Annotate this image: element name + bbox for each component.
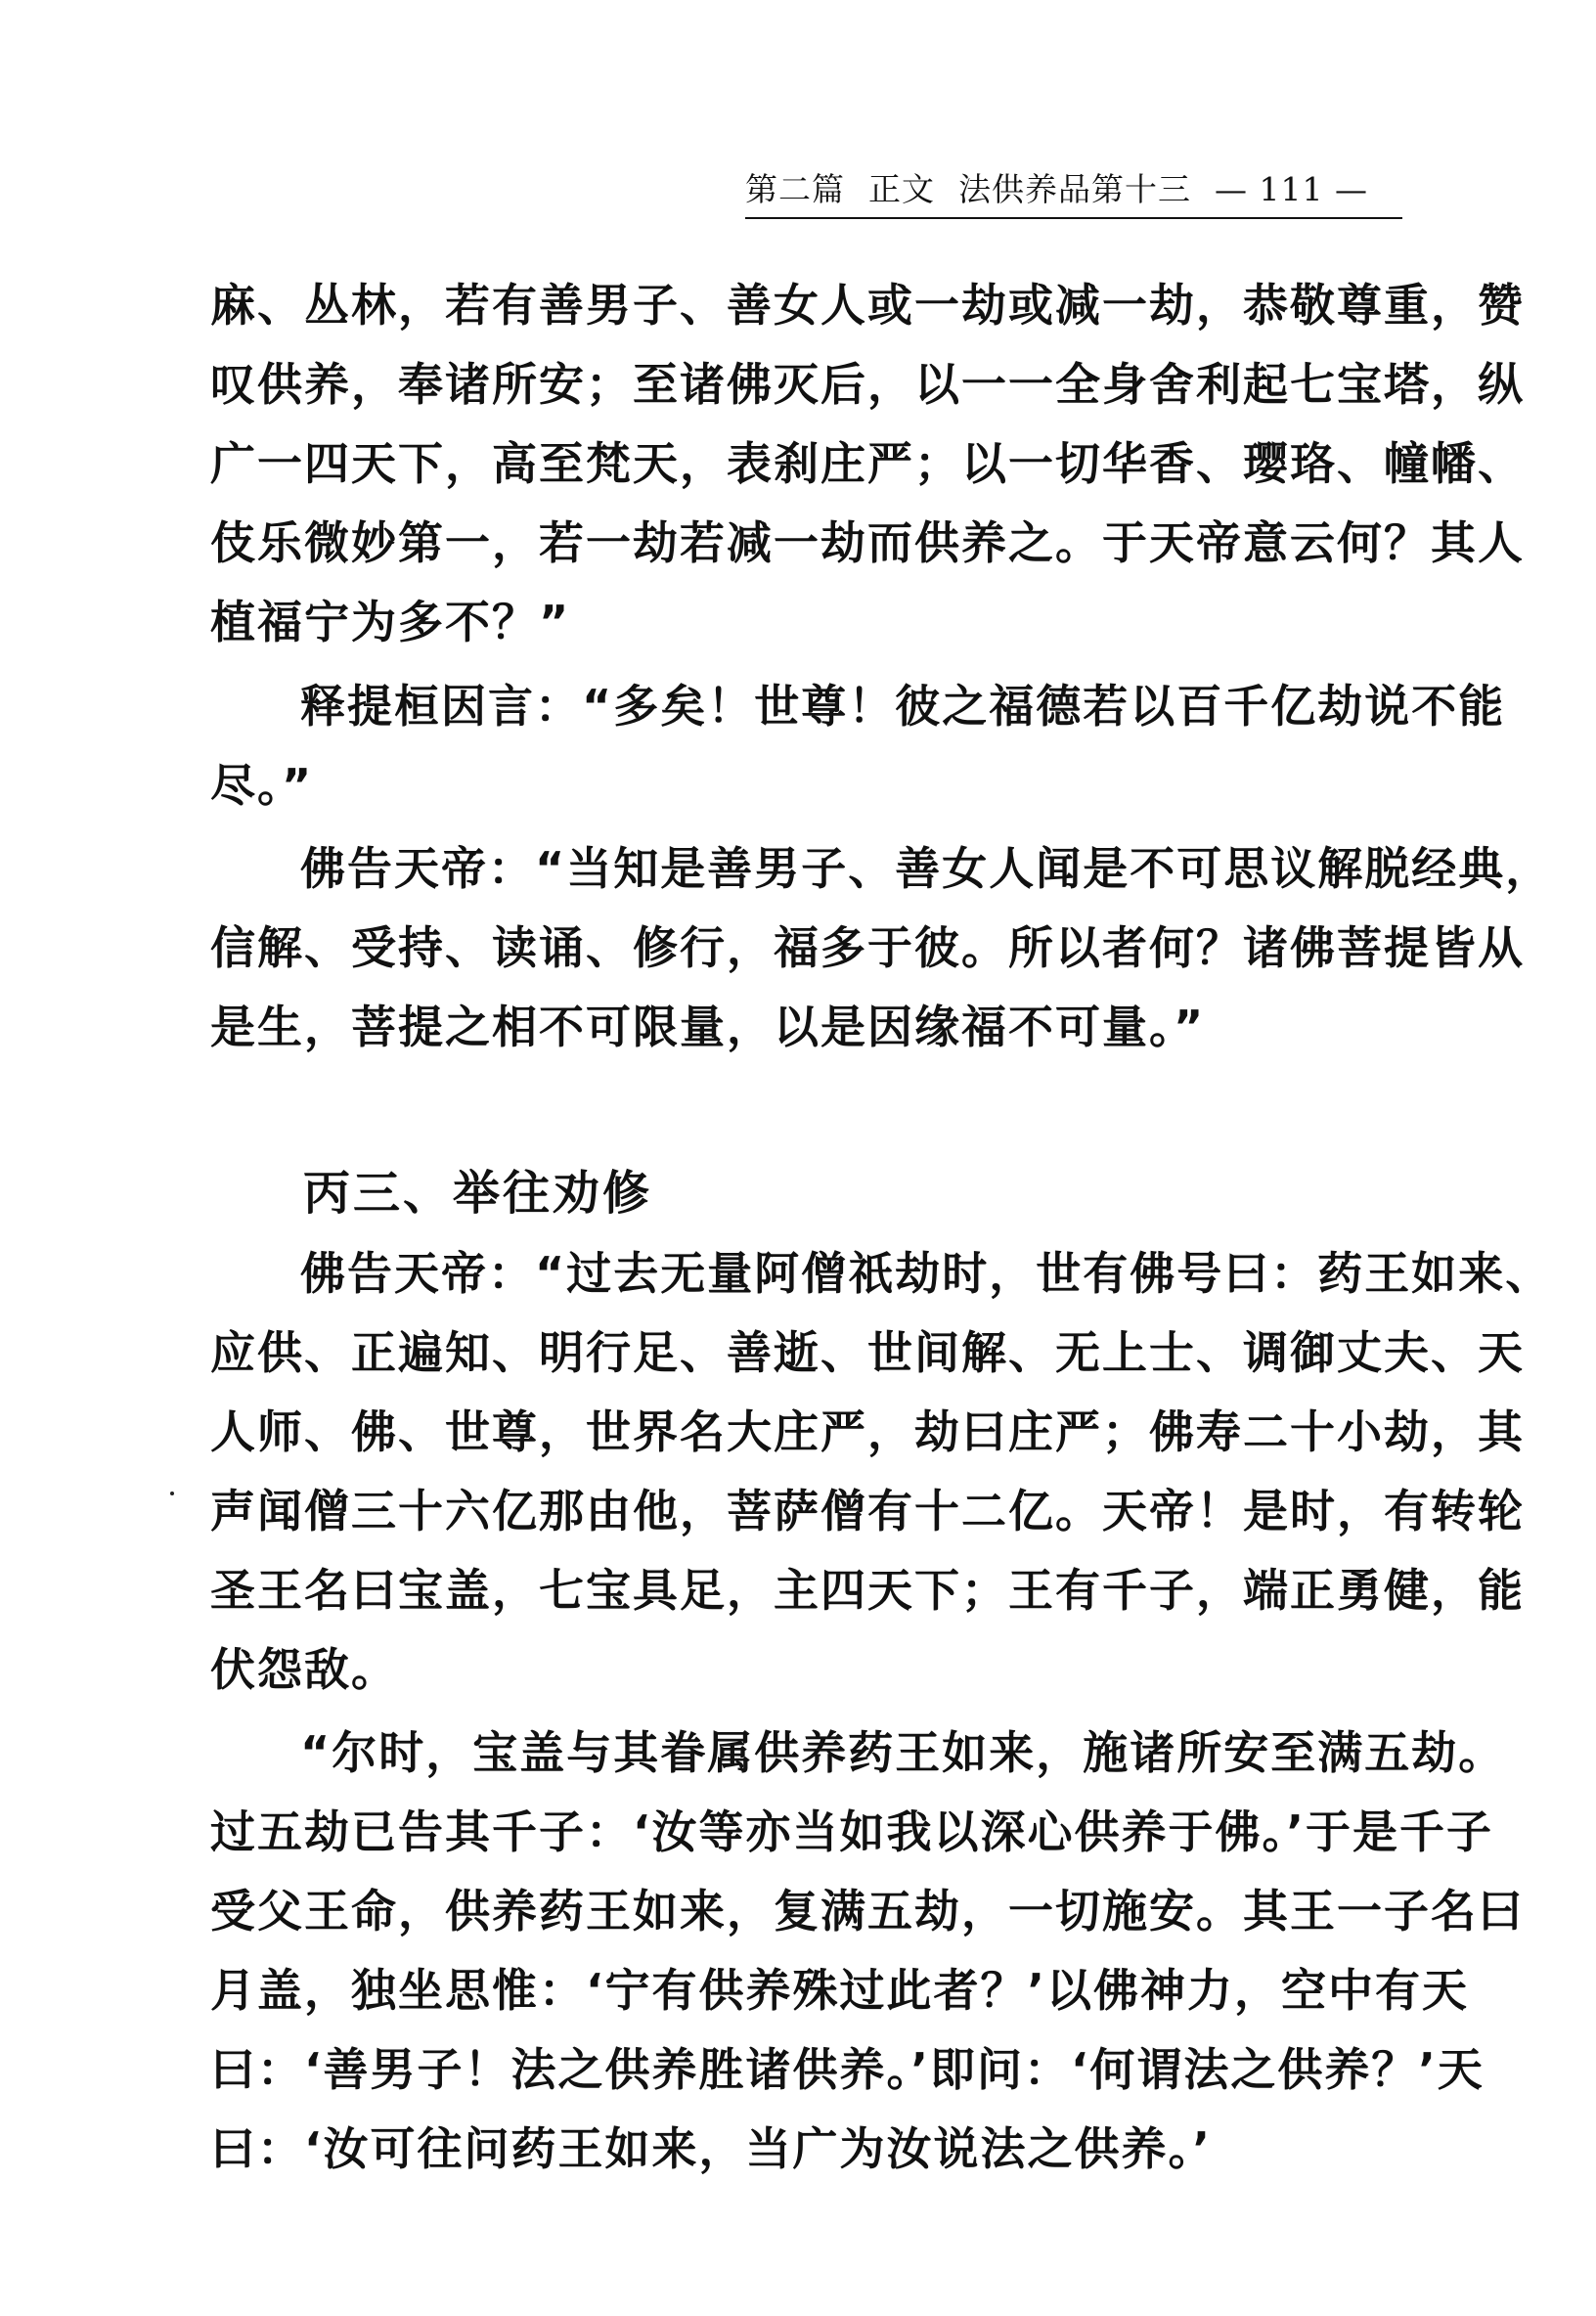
text-line: 圣王名曰宝盖，七宝具足，主四天下；王有千子，端正勇健，能: [210, 1564, 1525, 1617]
paragraph-reply: [210, 667, 1506, 825]
text-line: 声闻僧三十六亿那由他，菩萨僧有十二亿。天帝！是时，有转轮: [210, 1485, 1525, 1537]
text-line: 广一四天下，高至梵天，表刹庄严；以一切华香、璎珞、幢幡、: [210, 437, 1525, 490]
text-line: 人师、佛、世尊，世界名大庄严，劫曰庄严；佛寿二十小劫，其: [210, 1405, 1525, 1458]
text-line: 曰：‘汝可往问药王如来，当广为汝说法之供养。’: [210, 2122, 1212, 2175]
text-line: 麻、丛林，若有善男子、善女人或一劫或减一劫，恭敬尊重，赞: [210, 279, 1525, 332]
scan-speck: [170, 1492, 174, 1495]
running-header: [745, 168, 1402, 219]
text-line: 曰：‘善男子！法之供养胜诸供养。’即问：‘何谓法之供养？’天: [210, 2043, 1485, 2096]
text-line: 佛告天帝：“当知是善男子、善女人闻是不可思议解脱经典，: [300, 842, 1553, 895]
paragraph-baogai: [210, 1714, 1525, 2189]
text-line: 信解、受持、读诵、修行，福多于彼。所以者何？诸佛菩提皆从: [210, 921, 1525, 974]
text-line: 释提桓因言：“多矣！世尊！彼之福德若以百千亿劫说不能: [300, 680, 1506, 733]
text-line: 是生，菩提之相不可限量，以是因缘福不可量。”: [210, 1001, 1206, 1053]
text-line: 植福宁为多不？”: [210, 596, 571, 648]
text-line: 应供、正遍知、明行足、善逝、世间解、无上士、调御丈夫、天: [210, 1326, 1525, 1379]
paragraph-past-buddha: [210, 1234, 1553, 1710]
text-line: 尽。”: [210, 759, 314, 812]
header-section: 正文: [868, 170, 935, 208]
text-line: “尔时，宝盖与其眷属供养药王如来，施诸所安至满五劫。: [300, 1726, 1506, 1779]
header-part: 第二篇: [745, 170, 845, 208]
paragraph-continuation: [210, 266, 1525, 662]
section-heading: 丙三、举往劝修: [303, 1166, 653, 1221]
text-line: 受父王命，供养药王如来，复满五劫，一切施安。其王一子名曰: [210, 1885, 1525, 1937]
page-number: — 111 —: [1215, 170, 1368, 208]
header-chapter: 法供养品第十三: [958, 170, 1191, 208]
text-line: 月盖，独坐思惟：‘宁有供养殊过此者？’以佛神力，空中有天: [210, 1964, 1469, 2017]
text-line: 过五劫已告其千子：‘汝等亦当如我以深心供养于佛。’于是千子: [210, 1805, 1493, 1858]
text-line: 伏怨敌。: [210, 1643, 398, 1696]
paragraph-buddha-speaks: [210, 829, 1553, 1067]
text-line: 佛告天帝：“过去无量阿僧祇劫时，世有佛号曰：药王如来、: [300, 1247, 1553, 1300]
text-line: 伎乐微妙第一，若一劫若减一劫而供养之。于天帝意云何？其人: [210, 516, 1525, 569]
text-line: 叹供养，奉诸所安；至诸佛灭后，以一一全身舍利起七宝塔，纵: [210, 358, 1525, 411]
